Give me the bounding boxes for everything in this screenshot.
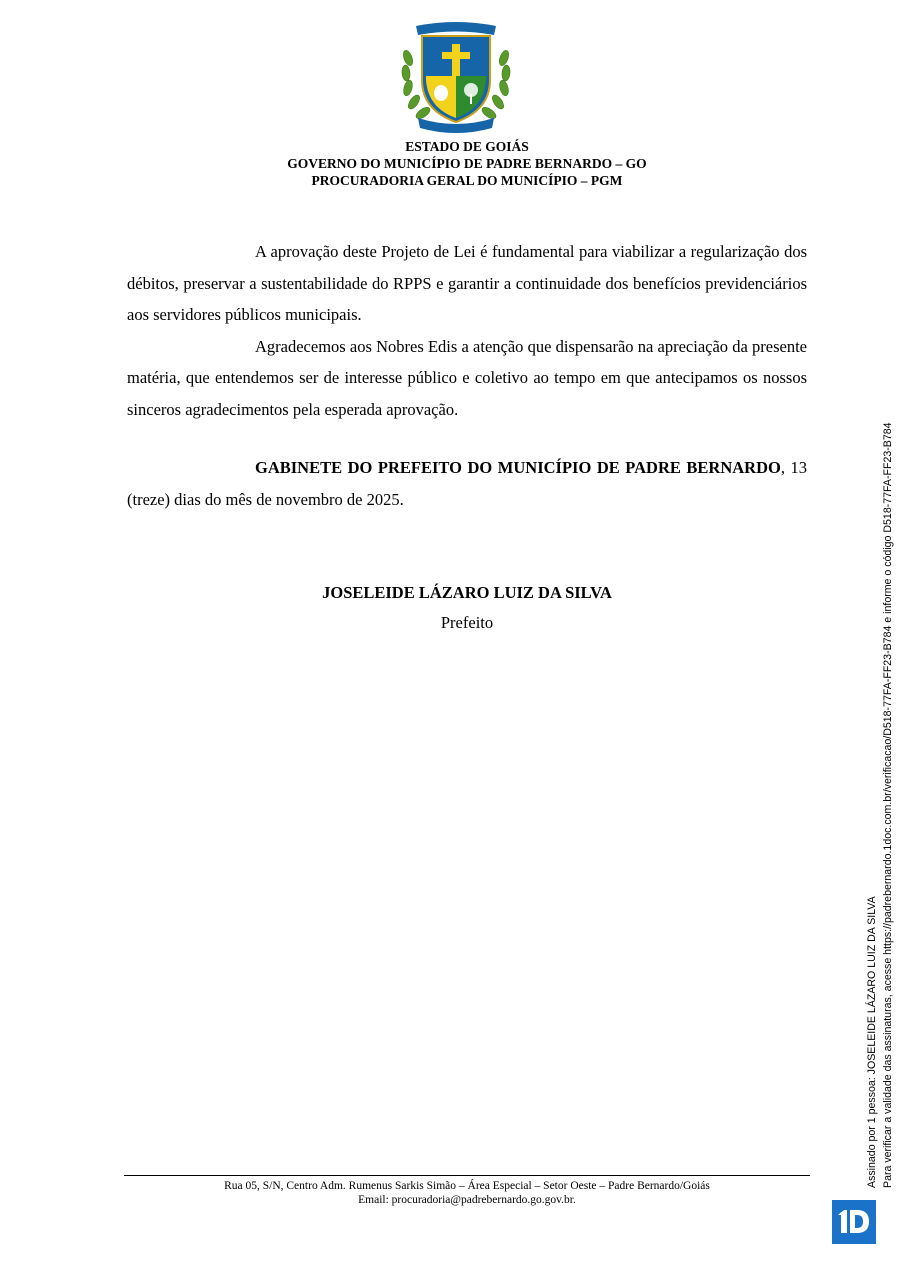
header-state: ESTADO DE GOIÁS — [405, 139, 529, 154]
footer-email: Email: procuradoria@padrebernardo.go.gov.br. — [358, 1194, 576, 1206]
footer-address: Rua 05, S/N, Centro Adm. Rumenus Sarkis Simão – Área Especial – Setor Oeste – Padre Bernardo/Goiás — [224, 1180, 710, 1192]
closing-date: , 13 (treze) dias do mês de novembro de 2025. — [127, 458, 808, 509]
signature-verification-sidebar — [828, 376, 894, 1188]
signature-block — [127, 578, 807, 638]
footer-divider — [124, 1175, 810, 1176]
1doc-logo-badge — [832, 1200, 876, 1244]
closing-statement — [127, 452, 807, 515]
document-body — [127, 236, 807, 425]
closing-place: GABINETE DO PREFEITO DO MUNICÍPIO DE PADRE BERNARDO — [255, 458, 781, 477]
sidebar-verification-link[interactable]: Para verificar a validade das assinaturas, acesse https://padrebernardo.1doc.com.br/verificacao/D518-77FA-FF23-B784 e informe o código D518-77FA-FF23-B784 — [882, 422, 894, 1188]
document-footer — [124, 1179, 810, 1207]
sidebar-signed-by: Assinado por 1 pessoa: JOSELEIDE LÁZARO LUIZ DA SILVA — [866, 896, 878, 1188]
municipal-coat-of-arms — [398, 18, 514, 136]
header-department: PROCURADORIA GERAL DO MUNICÍPIO – PGM — [311, 173, 623, 188]
coat-of-arms-icon — [398, 18, 514, 136]
header-government: GOVERNO DO MUNICÍPIO DE PADRE BERNARDO – GO — [287, 156, 647, 171]
body-paragraph-2: Agradecemos aos Nobres Edis a atenção que dispensarão na apreciação da presente matéria, que entendemos ser de interesse público e coletivo ao tempo em que antecipamos os nossos sinceros agradecimentos pela esperada aprovação. — [127, 336, 807, 419]
document-header — [127, 138, 807, 189]
body-paragraph-1: A aprovação deste Projeto de Lei é fundamental para viabilizar a regularização dos débitos, preservar a sustentabilidade do RPPS e garantir a continuidade dos benefícios previdenciários aos servidores públicos municipais. — [127, 242, 807, 324]
signer-title: Prefeito — [440, 613, 494, 632]
1doc-logo-icon — [832, 1200, 876, 1244]
signer-name: JOSELEIDE LÁZARO LUIZ DA SILVA — [322, 583, 612, 602]
